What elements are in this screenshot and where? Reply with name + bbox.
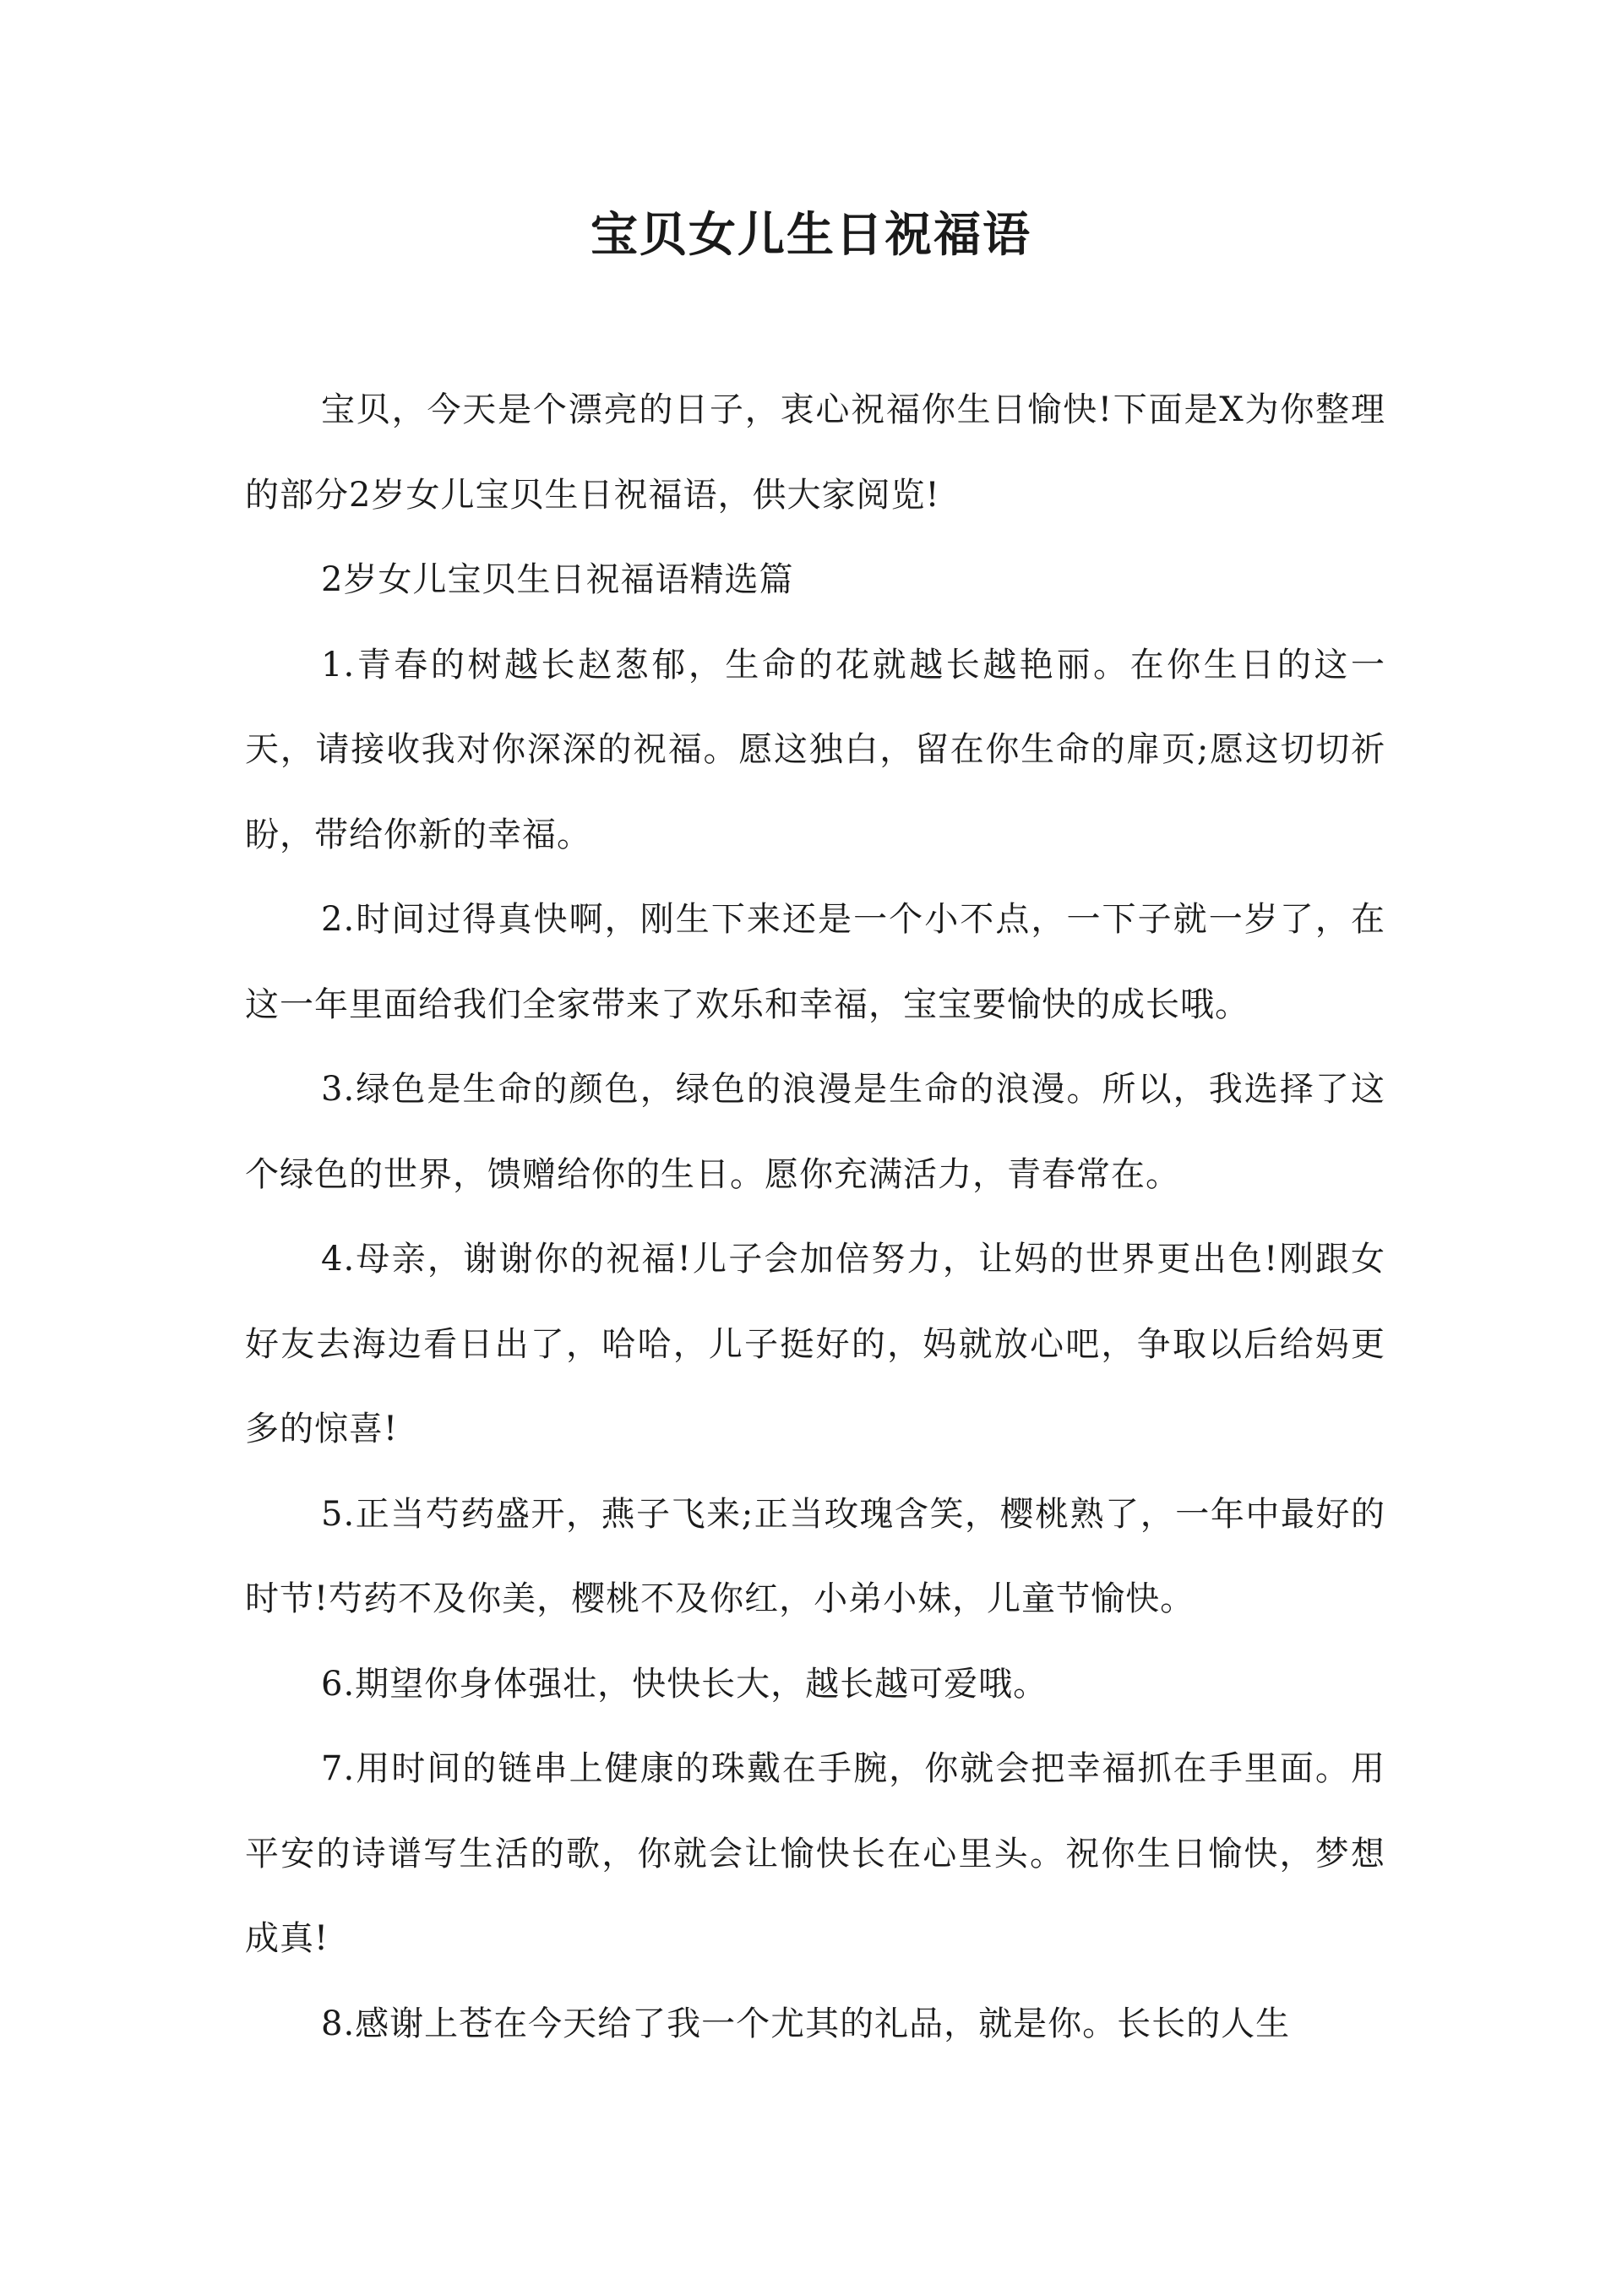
document-title: 宝贝女儿生日祝福语 [591,207,1031,263]
section-heading: 2岁女儿宝贝生日祝福语精选篇 [321,560,794,599]
document-body [245,368,1385,2066]
wish-item-5: 5.正当芍药盛开，燕子飞来;正当玫瑰含笑，樱桃熟了，一年中最好的时节!芍药不及你美，樱桃不及你红，小弟小妹，儿童节愉快。 [245,1494,1385,1618]
intro-paragraph: 宝贝，今天是个漂亮的日子，衷心祝福你生日愉快!下面是X为你整理的部分2岁女儿宝贝生日祝福语，供大家阅览! [245,390,1385,515]
wish-item-8: 8.感谢上苍在今天给了我一个尤其的礼品，就是你。长长的人生 [321,2004,1291,2043]
wish-item-2: 2.时间过得真快啊，刚生下来还是一个小不点，一下子就一岁了，在这一年里面给我们全家带来了欢乐和幸福，宝宝要愉快的成长哦。 [245,900,1385,1024]
wish-item-4: 4.母亲，谢谢你的祝福!儿子会加倍努力，让妈的世界更出色!刚跟女好友去海边看日出了，哈哈，儿子挺好的，妈就放心吧，争取以后给妈更多的惊喜! [245,1240,1385,1448]
wish-item-1: 1.青春的树越长赵葱郁，生命的花就越长越艳丽。在你生日的这一天，请接收我对你深深的祝福。愿这独白，留在你生命的扉页;愿这切切祈盼，带给你新的幸福。 [245,645,1385,854]
wish-item-3: 3.绿色是生命的颜色，绿色的浪漫是生命的浪漫。所以，我选择了这个绿色的世界，馈赠给你的生日。愿你充满活力，青春常在。 [245,1070,1385,1194]
wish-item-6: 6.期望你身体强壮，快快长大，越长越可爱哦。 [321,1664,1048,1704]
wish-item-7: 7.用时间的链串上健康的珠戴在手腕，你就会把幸福抓在手里面。用平安的诗谱写生活的歌，你就会让愉快长在心里头。祝你生日愉快，梦想成真! [245,1749,1385,1958]
